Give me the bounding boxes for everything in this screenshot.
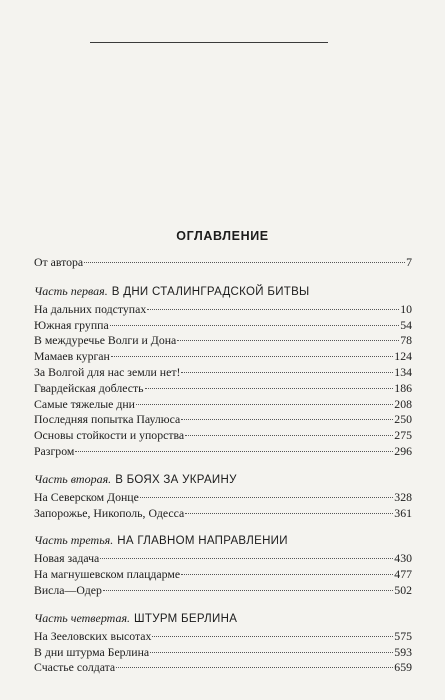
dot-leader bbox=[185, 513, 393, 514]
entry-title: Самые тяжелые дни bbox=[34, 396, 135, 411]
entry-page: 593 bbox=[394, 644, 412, 659]
dot-leader bbox=[177, 340, 399, 341]
dot-leader bbox=[110, 325, 400, 326]
top-rule bbox=[90, 42, 328, 43]
dot-leader bbox=[181, 419, 393, 420]
dot-leader bbox=[136, 404, 393, 405]
part-label: Часть четвертая. bbox=[34, 610, 131, 625]
entry-title: Мамаев курган bbox=[34, 349, 110, 364]
toc-entry bbox=[34, 660, 412, 676]
part-label: Часть первая. bbox=[34, 283, 108, 298]
entry-title: Разгром bbox=[34, 443, 75, 458]
entry-title: Висла—Одер bbox=[34, 582, 102, 597]
entry-page: 296 bbox=[394, 443, 412, 458]
entry-page: 78 bbox=[400, 333, 412, 348]
toc-part-1 bbox=[34, 283, 412, 460]
entry-page: 275 bbox=[394, 428, 412, 443]
toc-entry bbox=[34, 318, 412, 334]
dot-leader bbox=[116, 667, 393, 668]
entry-title: Новая задача bbox=[34, 551, 100, 566]
entry-title: На Северском Донце bbox=[34, 489, 139, 504]
toc-entry bbox=[34, 629, 412, 645]
dot-leader bbox=[152, 636, 393, 637]
toc-entry bbox=[34, 397, 412, 413]
dot-leader bbox=[181, 372, 393, 373]
dot-leader bbox=[145, 388, 394, 389]
part-heading bbox=[34, 532, 412, 549]
entry-title: В дни штурма Берлина bbox=[34, 644, 150, 659]
entry-title: Южная группа bbox=[34, 317, 109, 332]
part-title: НА ГЛАВНОМ НАПРАВЛЕНИИ bbox=[117, 535, 288, 548]
dot-leader bbox=[150, 652, 393, 653]
entry-page: 477 bbox=[394, 567, 412, 582]
entry-page: 124 bbox=[394, 349, 412, 364]
toc-entry bbox=[34, 333, 412, 349]
entry-page: 250 bbox=[394, 412, 412, 427]
entry-page: 502 bbox=[394, 582, 412, 597]
dot-leader bbox=[185, 435, 393, 436]
parts-list bbox=[34, 283, 412, 676]
toc-entry bbox=[34, 349, 412, 365]
dot-leader bbox=[140, 497, 393, 498]
entry-page: 186 bbox=[394, 380, 412, 395]
toc-entry bbox=[34, 490, 412, 506]
entry-title: За Волгой для нас земли нет! bbox=[34, 364, 181, 379]
entry-title: На дальних подступах bbox=[34, 301, 147, 316]
entry-page: 430 bbox=[394, 551, 412, 566]
entry-title: На Зееловских высотах bbox=[34, 628, 152, 643]
dot-leader bbox=[75, 451, 393, 452]
dot-leader bbox=[103, 590, 393, 591]
toc-entry bbox=[34, 428, 412, 444]
part-label: Часть вторая. bbox=[34, 471, 112, 486]
part-heading bbox=[34, 610, 412, 627]
toc-part-3 bbox=[34, 532, 412, 598]
entry-title: На магнушевском плацдарме bbox=[34, 567, 181, 582]
table-of-contents bbox=[34, 255, 412, 687]
part-heading bbox=[34, 471, 412, 488]
entry-page: 10 bbox=[400, 301, 412, 316]
entry-title: Основы стойкости и упорства bbox=[34, 428, 185, 443]
toc-part-2 bbox=[34, 471, 412, 522]
entry-title: Последняя попытка Паулюса bbox=[34, 412, 181, 427]
toc-entry bbox=[34, 444, 412, 460]
part-heading bbox=[34, 283, 412, 300]
entry-title: В междуречье Волги и Дона bbox=[34, 333, 177, 348]
part-title: В БОЯХ ЗА УКРАИНУ bbox=[115, 473, 237, 486]
toc-entry bbox=[34, 506, 412, 522]
entry-page: 134 bbox=[394, 364, 412, 379]
part-title: В ДНИ СТАЛИНГРАДСКОЙ БИТВЫ bbox=[111, 285, 310, 298]
entry-title: Счастье солдата bbox=[34, 660, 116, 675]
toc-entry bbox=[34, 365, 412, 381]
dot-leader bbox=[100, 558, 393, 559]
toc-entry bbox=[34, 302, 412, 318]
toc-entry bbox=[34, 412, 412, 428]
toc-entry-intro bbox=[34, 255, 412, 271]
toc-entry bbox=[34, 645, 412, 661]
toc-entry bbox=[34, 583, 412, 599]
part-title: ШТУРМ БЕРЛИНА bbox=[134, 612, 238, 625]
dot-leader bbox=[147, 309, 399, 310]
toc-part-4 bbox=[34, 610, 412, 676]
entry-page: 54 bbox=[400, 317, 412, 332]
entry-page: 208 bbox=[394, 396, 412, 411]
part-label: Часть третья. bbox=[34, 533, 114, 548]
entry-page: 659 bbox=[394, 660, 412, 675]
toc-entry bbox=[34, 381, 412, 397]
dot-leader bbox=[84, 262, 405, 263]
entry-page: 7 bbox=[406, 255, 412, 269]
dot-leader bbox=[181, 574, 393, 575]
page-title: ОГЛАВЛЕНИЕ bbox=[176, 229, 269, 243]
entry-title: Гвардейская доблесть bbox=[34, 380, 144, 395]
dot-leader bbox=[111, 356, 393, 357]
entry-page: 328 bbox=[394, 489, 412, 504]
toc-entry bbox=[34, 567, 412, 583]
entry-page: 361 bbox=[394, 505, 412, 520]
entry-page: 575 bbox=[394, 628, 412, 643]
entry-title: Запорожье, Никополь, Одесса bbox=[34, 505, 185, 520]
toc-entry bbox=[34, 551, 412, 567]
entry-title: От автора bbox=[34, 255, 84, 269]
